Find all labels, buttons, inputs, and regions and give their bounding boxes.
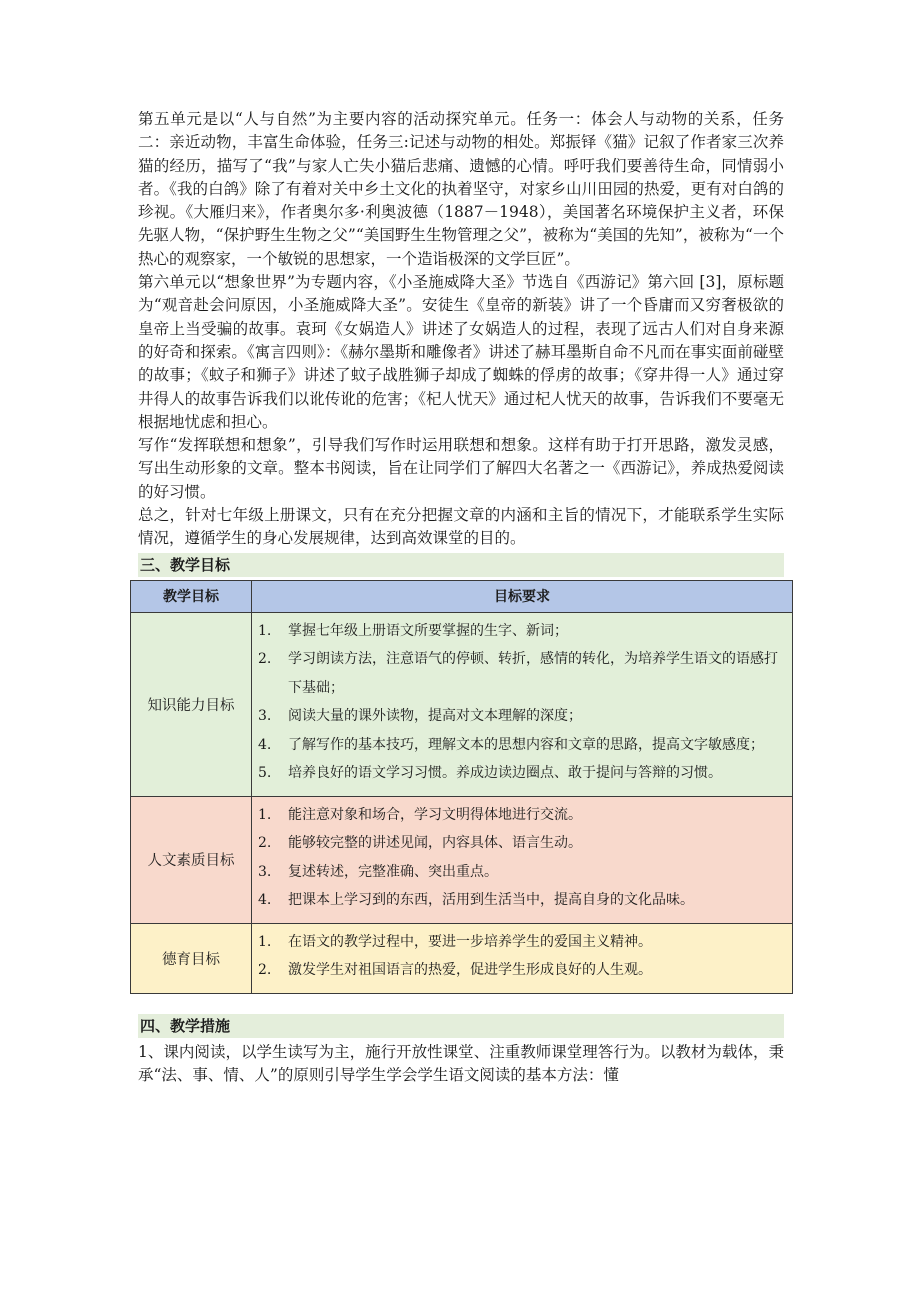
paragraph-summary: 总之，针对七年级上册课文，只有在充分把握文章的内涵和主旨的情况下，才能联系学生实际情况，遵循学生的身心发展规律，达到高效课堂的目的。 xyxy=(138,506,784,548)
list-item: 2. 激发学生对祖国语言的热爱，促进学生形成良好的人生观。 xyxy=(258,962,652,979)
spacer xyxy=(138,994,784,1012)
category-cell: 德育目标 xyxy=(131,923,252,993)
list-item: 2. 学习朗读方法，注意语气的停顿、转折，感情的转化，为培养学生语文的语感打下基础； xyxy=(258,651,778,696)
section-heading-measures: 四、教学措施 xyxy=(138,1014,784,1038)
requirements-cell xyxy=(252,923,793,993)
list-item: 4. 把课本上学习到的东西，活用到生活当中，提高自身的文化品味。 xyxy=(258,892,694,909)
category-cell: 知识能力目标 xyxy=(131,612,252,796)
requirements-cell xyxy=(252,796,793,923)
category-cell: 人文素质目标 xyxy=(131,796,252,923)
table-row xyxy=(131,612,793,796)
list-item: 1. 掌握七年级上册语文所要掌握的生字、新词； xyxy=(258,622,568,639)
header-requirement: 目标要求 xyxy=(252,580,793,612)
list-item: 3. 阅读大量的课外读物，提高对文本理解的深度； xyxy=(258,708,582,725)
paragraph-measures: 1、课内阅读，以学生读写为主，施行开放性课堂、注重教师课堂理答行为。以教材为载体，秉承“法、事、情、人”的原则引导学生学会学生语文阅读的基本方法：懂 xyxy=(138,1042,784,1084)
table-row xyxy=(131,923,793,993)
list-item: 3. 复述转述，完整准确、突出重点。 xyxy=(258,863,498,880)
list-item: 2. 能够较完整的讲述见闻，内容具体、语言生动。 xyxy=(258,835,582,852)
section-heading-goals: 三、教学目标 xyxy=(138,553,784,577)
table-header-row xyxy=(131,580,793,612)
list-item: 5. 培养良好的语文学习习惯。养成边读边圈点、敢于提问与答辩的习惯。 xyxy=(258,765,722,782)
document-page xyxy=(138,108,784,1087)
table-row xyxy=(131,796,793,923)
teaching-goals-table xyxy=(130,580,793,994)
paragraph-unit5: 第五单元是以“人与自然”为主要内容的活动探究单元。任务一：体会人与动物的关系，任务二：亲近动物，丰富生命体验，任务三:记述与动物的相处。郑振铎《猫》记叙了作者家三次养猫的经历，描写了“我”与家人亡失小猫后悲痛、遗憾的心情。呼吁我们要善待生命，同情弱小者。《我的白鸽》除了有着对关中乡土文化的执着坚守，对家乡山川田园的热爱，更有对白鸽的珍视。《大雁归来》，作者奥尔多·利奥波德（1887－1948），美国著名环境保护主义者，环保先驱人物，“保护野生生物之父”“美国野生生物管理之父”，被称为“美国的先知”，被称为“一个热心的观察家，一个敏锐的思想家，一个造诣极深的文学巨匠”。 xyxy=(138,110,784,268)
list-item: 1. 在语文的教学过程中，要进一步培养学生的爱国主义精神。 xyxy=(258,933,652,950)
requirements-cell xyxy=(252,612,793,796)
list-item: 4. 了解写作的基本技巧，理解文本的思想内容和文章的思路，提高文字敏感度； xyxy=(258,736,764,753)
paragraph-writing: 写作“发挥联想和想象”，引导我们写作时运用联想和想象。这样有助于打开思路，激发灵感，写出生动形象的文章。整本书阅读，旨在让同学们了解四大名著之一《西游记》，养成热爱阅读的好习惯。 xyxy=(138,436,784,501)
list-item: 1. 能注意对象和场合，学习文明得体地进行交流。 xyxy=(258,806,582,823)
paragraph-unit6: 第六单元以“想象世界”为专题内容，《小圣施威降大圣》节选自《西游记》第六回 [3]，原标题为“观音赴会问原因，小圣施威降大圣”。安徒生《皇帝的新装》讲了一个昏庸而又穷奢极欲的皇帝上当受骗的故事。袁珂《女娲造人》讲述了女娲造人的过程，表现了远古人们对自身来源的好奇和探索。《寓言四则》：《赫尔墨斯和雕像者》讲述了赫耳墨斯自命不凡而在事实面前碰壁的故事；《蚊子和狮子》讲述了蚊子战胜狮子却成了蜘蛛的俘虏的故事；《穿井得一人》通过穿井得人的故事告诉我们以讹传讹的危害；《杞人忧天》通过杞人忧天的故事，告诉我们不要毫无根据地忧虑和担心。 xyxy=(138,273,784,431)
header-goal: 教学目标 xyxy=(131,580,252,612)
